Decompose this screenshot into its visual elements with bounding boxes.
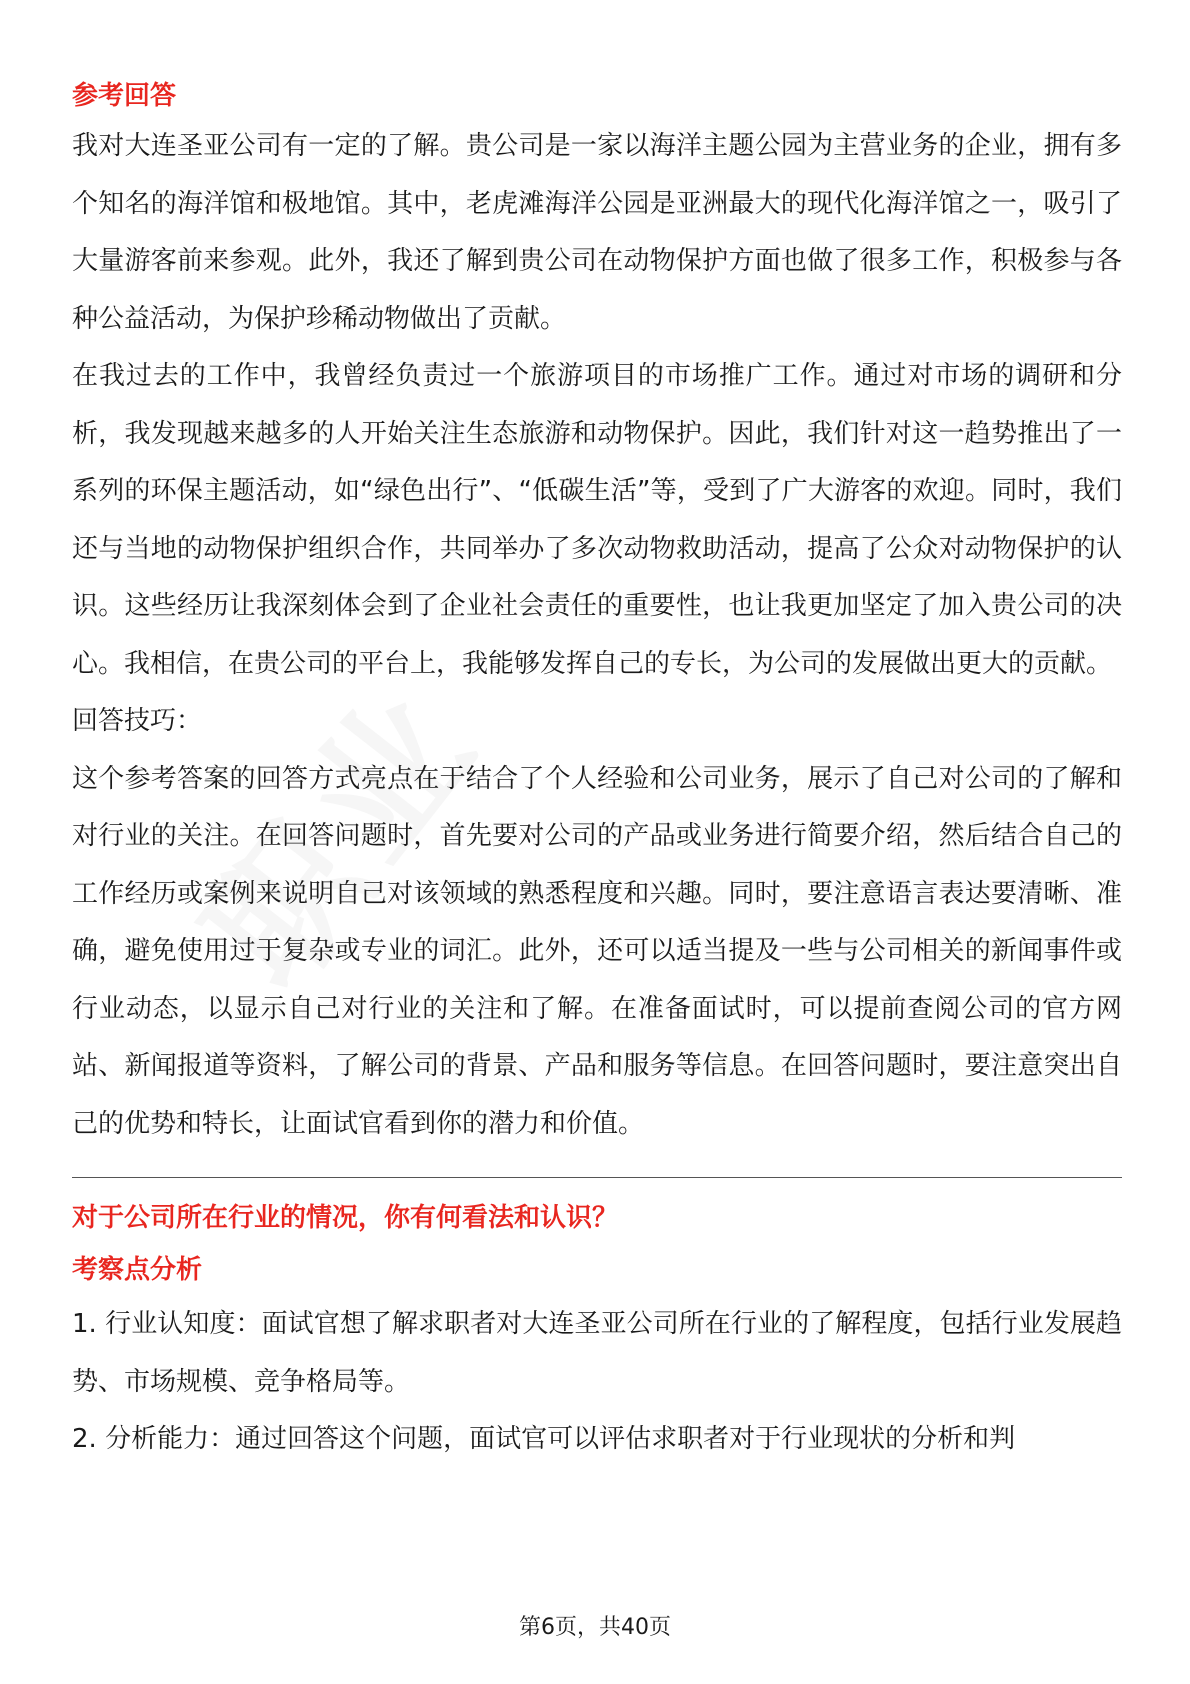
analysis-heading: 考察点分析 [72, 1255, 203, 1285]
answer-paragraph-1: 我对大连圣亚公司有一定的了解。贵公司是一家以海洋主题公园为主营业务的企业，拥有多个知名的海洋馆和极地馆。其中，老虎滩海洋公园是亚洲最大的现代化海洋馆之一，吸引了大量游客前来参观。此外，我还了解到贵公司在动物保护方面也做了很多工作，积极参与各种公益活动，为保护珍稀动物做出了贡献。 [72, 131, 1122, 334]
answer-paragraph-2: 在我过去的工作中，我曾经负责过一个旅游项目的市场推广工作。通过对市场的调研和分析，我发现越来越多的人开始关注生态旅游和动物保护。因此，我们针对这一趋势推出了一系列的环保主题活动，如“绿色出行”、“低碳生活”等，受到了广大游客的欢迎。同时，我们还与当地的动物保护组织合作，共同举办了多次动物救助活动，提高了公众对动物保护的认识。这些经历让我深刻体会到了企业社会责任的重要性，也让我更加坚定了加入贵公司的决心。我相信，在贵公司的平台上，我能够发挥自己的专长，为公司的发展做出更大的贡献。 [72, 361, 1122, 679]
answer-tips-label: 回答技巧： [72, 706, 203, 736]
section-divider [72, 1177, 1122, 1178]
reference-answer-heading: 参考回答 [72, 81, 177, 111]
document-page [72, 76, 1122, 1469]
analysis-point-2: 2. 分析能力：通过回答这个问题，面试官可以评估求职者对于行业现状的分析和判 [72, 1424, 1016, 1454]
analysis-point-1: 1. 行业认知度：面试官想了解求职者对大连圣亚公司所在行业的了解程度，包括行业发展趋势、市场规模、竞争格局等。 [72, 1309, 1122, 1397]
interview-question: 对于公司所在行业的情况，你有何看法和认识？ [72, 1203, 619, 1233]
answer-tips-paragraph: 这个参考答案的回答方式亮点在于结合了个人经验和公司业务，展示了自己对公司的了解和对行业的关注。在回答问题时，首先要对公司的产品或业务进行简要介绍，然后结合自己的工作经历或案例来说明自己对该领域的熟悉程度和兴趣。同时，要注意语言表达要清晰、准确，避免使用过于复杂或专业的词汇。此外，还可以适当提及一些与公司相关的新闻事件或行业动态，以显示自己对行业的关注和了解。在准备面试时，可以提前查阅公司的官方网站、新闻报道等资料，了解公司的背景、产品和服务等信息。在回答问题时，要注意突出自己的优势和特长，让面试官看到你的潜力和价值。 [72, 763, 1122, 1139]
page-number: 第6页，共40页 [519, 1615, 671, 1640]
